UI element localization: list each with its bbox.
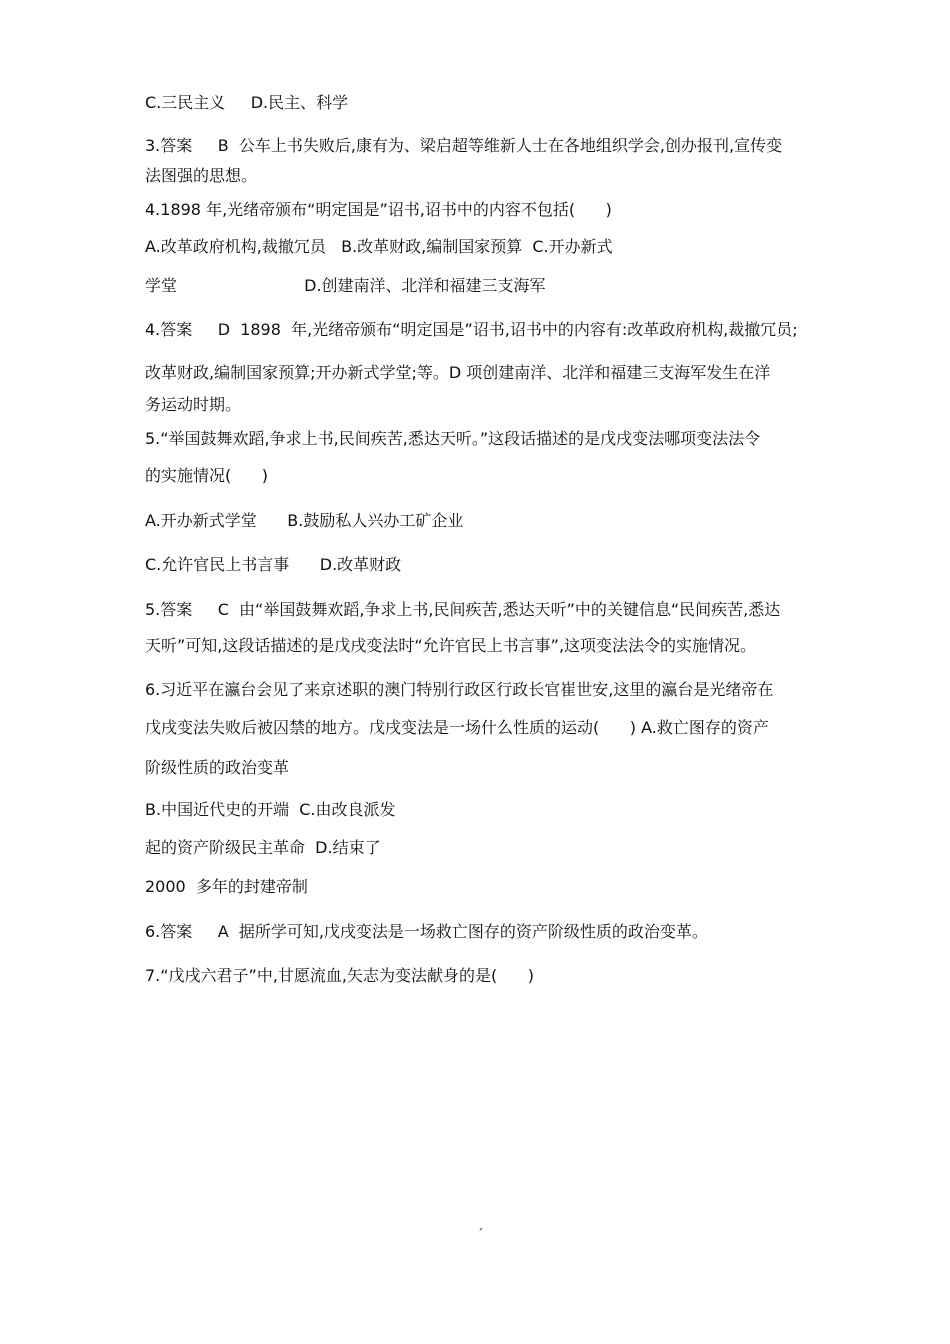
question-5-options-b: C.允许官民上书言事 D.改革财政 bbox=[145, 555, 402, 574]
answer-6: 6.答案 A 据所学可知,戊戌变法是一场救亡图存的资产阶级性质的政治变革。 bbox=[145, 922, 708, 941]
question-6-options-b: 起的资产阶级民主革命 D.结束了 bbox=[145, 838, 381, 857]
question-6-options-a: B.中国近代史的开端 C.由改良派发 bbox=[145, 800, 396, 819]
answer-5: 5.答案 C 由“举国鼓舞欢蹈,争求上书,民间疾苦,悉达天听”中的关键信息“民间疾苦,悉达 bbox=[145, 600, 781, 619]
question-5-cont: 的实施情况( ) bbox=[145, 466, 269, 485]
answer-3: 3.答案 B 公车上书失败后,康有为、梁启超等维新人士在各地组织学会,创办报刊,宣传变 bbox=[145, 136, 783, 155]
page-mark: ˊ bbox=[477, 1228, 484, 1243]
question-5-options-a: A.开办新式学堂 B.鼓励私人兴办工矿企业 bbox=[145, 511, 464, 530]
question-5: 5.“举国鼓舞欢蹈,争求上书,民间疾苦,悉达天听。”这段话描述的是戊戌变法哪项变法法令 bbox=[145, 429, 761, 448]
answer-5-cont: 天听”可知,这段话描述的是戊戌变法时“允许官民上书言事”,这项变法法令的实施情况。 bbox=[145, 636, 757, 655]
question-4-options-a: A.改革政府机构,裁撤冗员 B.改革财政,编制国家预算 C.开办新式 bbox=[145, 237, 613, 256]
answer-4-cont2: 务运动时期。 bbox=[145, 395, 242, 414]
question-4-options-b: 学堂 D.创建南洋、北洋和福建三支海军 bbox=[145, 276, 546, 295]
answer-3-cont: 法图强的思想。 bbox=[145, 166, 258, 185]
question-6-cont2: 阶级性质的政治变革 bbox=[145, 758, 290, 777]
answer-4-cont: 改革财政,编制国家预算;开办新式学堂;等。D 项创建南洋、北洋和福建三支海军发生在洋 bbox=[145, 363, 771, 382]
question-7: 7.“戊戌六君子”中,甘愿流血,矢志为变法献身的是( ) bbox=[145, 966, 535, 985]
answer-4: 4.答案 D 1898 年,光绪帝颁布“明定国是”诏书,诏书中的内容有:改革政府机构,裁撤冗员; bbox=[145, 320, 798, 339]
question-6-options-c: 2000 多年的封建帝制 bbox=[145, 877, 308, 896]
question-6-cont: 戊戌变法失败后被囚禁的地方。戊戌变法是一场什么性质的运动( ) A.救亡图存的资产 bbox=[145, 718, 769, 737]
question-6: 6.习近平在瀛台会见了来京述职的澳门特别行政区行政长官崔世安,这里的瀛台是光绪帝在 bbox=[145, 680, 774, 699]
option-line: C.三民主义 D.民主、科学 bbox=[145, 93, 349, 112]
question-4: 4.1898 年,光绪帝颁布“明定国是”诏书,诏书中的内容不包括( ) bbox=[145, 200, 612, 219]
